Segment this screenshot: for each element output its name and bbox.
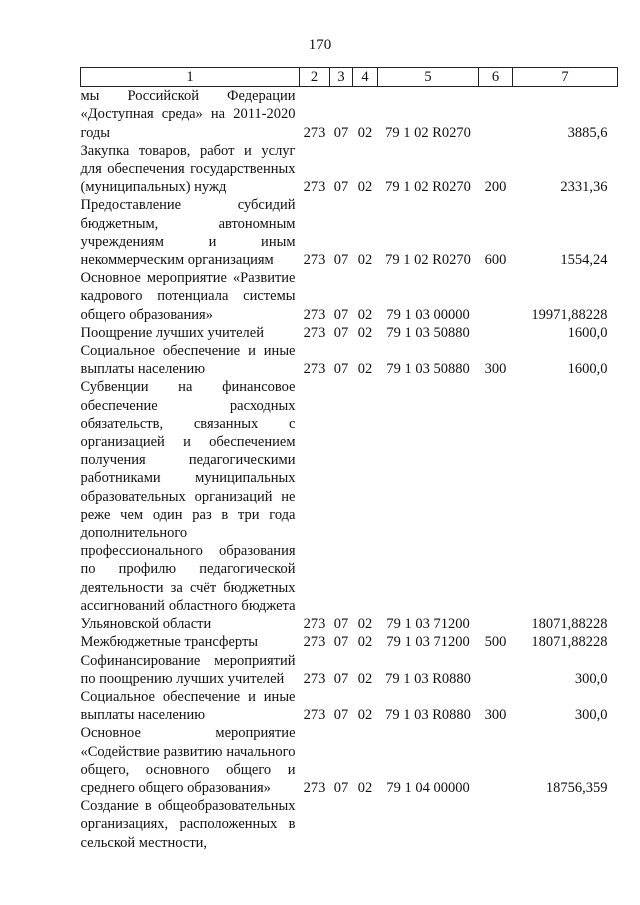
row-expense-type: 500 bbox=[484, 634, 507, 651]
row-grbs: 273 bbox=[303, 634, 326, 651]
row-section: 07 bbox=[333, 707, 349, 724]
row-name: Создание в общеобразовательных организациях, расположенных в сельской местности, bbox=[80, 798, 296, 851]
row-amount: 18756,359 bbox=[545, 779, 608, 796]
table-row bbox=[81, 196, 618, 269]
table-header-row bbox=[81, 68, 618, 87]
row-target-article: 79 1 02 R0270 bbox=[385, 124, 471, 141]
table-row bbox=[81, 87, 618, 142]
row-section: 07 bbox=[333, 306, 349, 323]
row-section: 07 bbox=[333, 779, 349, 796]
row-name: Поощрение лучших учителей bbox=[80, 324, 264, 341]
row-target-article: 79 1 03 71200 bbox=[386, 616, 470, 633]
row-expense-type bbox=[479, 87, 513, 142]
column-header-1: 1 bbox=[81, 68, 300, 87]
table-row bbox=[81, 269, 618, 324]
table-row bbox=[81, 688, 618, 724]
row-expense-type bbox=[479, 652, 513, 688]
row-amount: 1600,0 bbox=[567, 324, 608, 341]
column-header-5: 5 bbox=[378, 68, 479, 87]
row-target-article: 79 1 03 50880 bbox=[386, 361, 470, 378]
row-section: 07 bbox=[333, 324, 349, 341]
row-target-article: 79 1 03 R0880 bbox=[385, 670, 471, 687]
row-amount: 300,0 bbox=[574, 670, 608, 687]
row-subsection: 02 bbox=[357, 306, 373, 323]
row-target-article: 79 1 04 00000 bbox=[386, 779, 470, 796]
column-header-7: 7 bbox=[513, 68, 618, 87]
row-name: Софинансирование мероприятий по поощрению лучших учителей bbox=[80, 652, 296, 687]
row-section: 07 bbox=[333, 361, 349, 378]
row-expense-type bbox=[479, 724, 513, 797]
row-subsection: 02 bbox=[357, 670, 373, 687]
row-expense-type: 300 bbox=[484, 707, 507, 724]
row-subsection: 02 bbox=[357, 252, 373, 269]
row-subsection: 02 bbox=[357, 616, 373, 633]
row-subsection: 02 bbox=[357, 779, 373, 796]
row-target-article: 79 1 03 R0880 bbox=[385, 707, 471, 724]
row-grbs: 273 bbox=[303, 179, 326, 196]
row-grbs: 273 bbox=[303, 779, 326, 796]
row-name: мы Российской Федерации «Доступная среда» на 2011-2020 годы bbox=[80, 88, 296, 141]
row-grbs: 273 bbox=[303, 324, 326, 341]
row-target-article: 79 1 03 71200 bbox=[386, 634, 470, 651]
row-target-article: 79 1 02 R0270 bbox=[385, 179, 471, 196]
row-section: 07 bbox=[333, 634, 349, 651]
row-expense-type bbox=[479, 324, 513, 342]
row-section: 07 bbox=[333, 252, 349, 269]
row-grbs: 273 bbox=[303, 670, 326, 687]
row-amount: 18071,88228 bbox=[531, 634, 608, 651]
row-target-article: 79 1 03 00000 bbox=[386, 306, 470, 323]
row-name: Основное мероприятие «Развитие кадрового потенциала системы общего образования» bbox=[80, 270, 296, 323]
row-name: Предоставление субсидий бюджетным, автономным учреждениям и иным некоммерческим организациям bbox=[80, 197, 296, 269]
column-header-6: 6 bbox=[479, 68, 513, 87]
row-name: Основное мероприятие «Содействие развитию начального общего, основного общего и среднего общего образования» bbox=[80, 725, 296, 796]
row-subsection: 02 bbox=[357, 361, 373, 378]
table-row bbox=[81, 724, 618, 797]
table-row bbox=[81, 142, 618, 197]
row-section: 07 bbox=[333, 670, 349, 687]
table-row bbox=[81, 797, 618, 852]
row-expense-type: 600 bbox=[484, 252, 507, 269]
table-row bbox=[81, 342, 618, 378]
row-amount: 1600,0 bbox=[567, 361, 608, 378]
row-amount: 19971,88228 bbox=[531, 306, 608, 323]
row-expense-type: 300 bbox=[484, 361, 507, 378]
row-target-article bbox=[378, 797, 479, 852]
row-grbs: 273 bbox=[303, 616, 326, 633]
row-section: 07 bbox=[333, 124, 349, 141]
row-subsection: 02 bbox=[357, 124, 373, 141]
row-amount: 2331,36 bbox=[560, 179, 608, 196]
row-name: Социальное обеспечение и иные выплаты населению bbox=[80, 343, 296, 378]
row-amount: 300,0 bbox=[574, 707, 608, 724]
page-number: 170 bbox=[308, 37, 332, 53]
table-row bbox=[81, 378, 618, 633]
column-header-4: 4 bbox=[353, 68, 378, 87]
row-expense-type bbox=[479, 269, 513, 324]
row-grbs: 273 bbox=[303, 306, 326, 323]
row-amount: 3885,6 bbox=[567, 124, 608, 141]
row-amount: 18071,88228 bbox=[531, 616, 608, 633]
row-subsection: 02 bbox=[357, 324, 373, 341]
table-row bbox=[81, 652, 618, 688]
row-grbs: 273 bbox=[303, 361, 326, 378]
row-amount bbox=[513, 797, 618, 852]
row-subsection: 02 bbox=[357, 179, 373, 196]
row-grbs: 273 bbox=[303, 124, 326, 141]
row-name: Субвенции на финансовое обеспечение расходных обязательств, связанных с организацией и обеспечением получения педагогическими работниками муниципальных образовательных организаций не реже чем один раз в три года дополнительного профессионального образования по профилю педагогической деятельности за счёт бюджетных ассигнований областного бюджета Ульяновской области bbox=[80, 379, 296, 633]
column-header-2: 2 bbox=[300, 68, 330, 87]
row-subsection bbox=[353, 797, 378, 852]
row-name: Межбюджетные трансферты bbox=[80, 634, 259, 651]
row-target-article: 79 1 03 50880 bbox=[386, 324, 470, 341]
column-header-3: 3 bbox=[330, 68, 353, 87]
table-row bbox=[81, 324, 618, 342]
table-row bbox=[81, 633, 618, 651]
row-grbs: 273 bbox=[303, 707, 326, 724]
row-expense-type: 200 bbox=[484, 179, 507, 196]
row-section: 07 bbox=[333, 616, 349, 633]
row-subsection: 02 bbox=[357, 634, 373, 651]
budget-table bbox=[80, 67, 618, 852]
row-subsection: 02 bbox=[357, 707, 373, 724]
row-amount: 1554,24 bbox=[560, 252, 608, 269]
row-section: 07 bbox=[333, 179, 349, 196]
row-name: Социальное обеспечение и иные выплаты населению bbox=[80, 688, 296, 724]
row-name: Закупка товаров, работ и услуг для обеспечения государственных (муниципальных) нужд bbox=[80, 142, 296, 196]
row-expense-type bbox=[479, 797, 513, 852]
row-grbs: 273 bbox=[303, 252, 326, 269]
row-expense-type bbox=[479, 378, 513, 633]
row-target-article: 79 1 02 R0270 bbox=[385, 252, 471, 269]
row-section bbox=[330, 797, 353, 852]
row-grbs bbox=[300, 797, 330, 852]
